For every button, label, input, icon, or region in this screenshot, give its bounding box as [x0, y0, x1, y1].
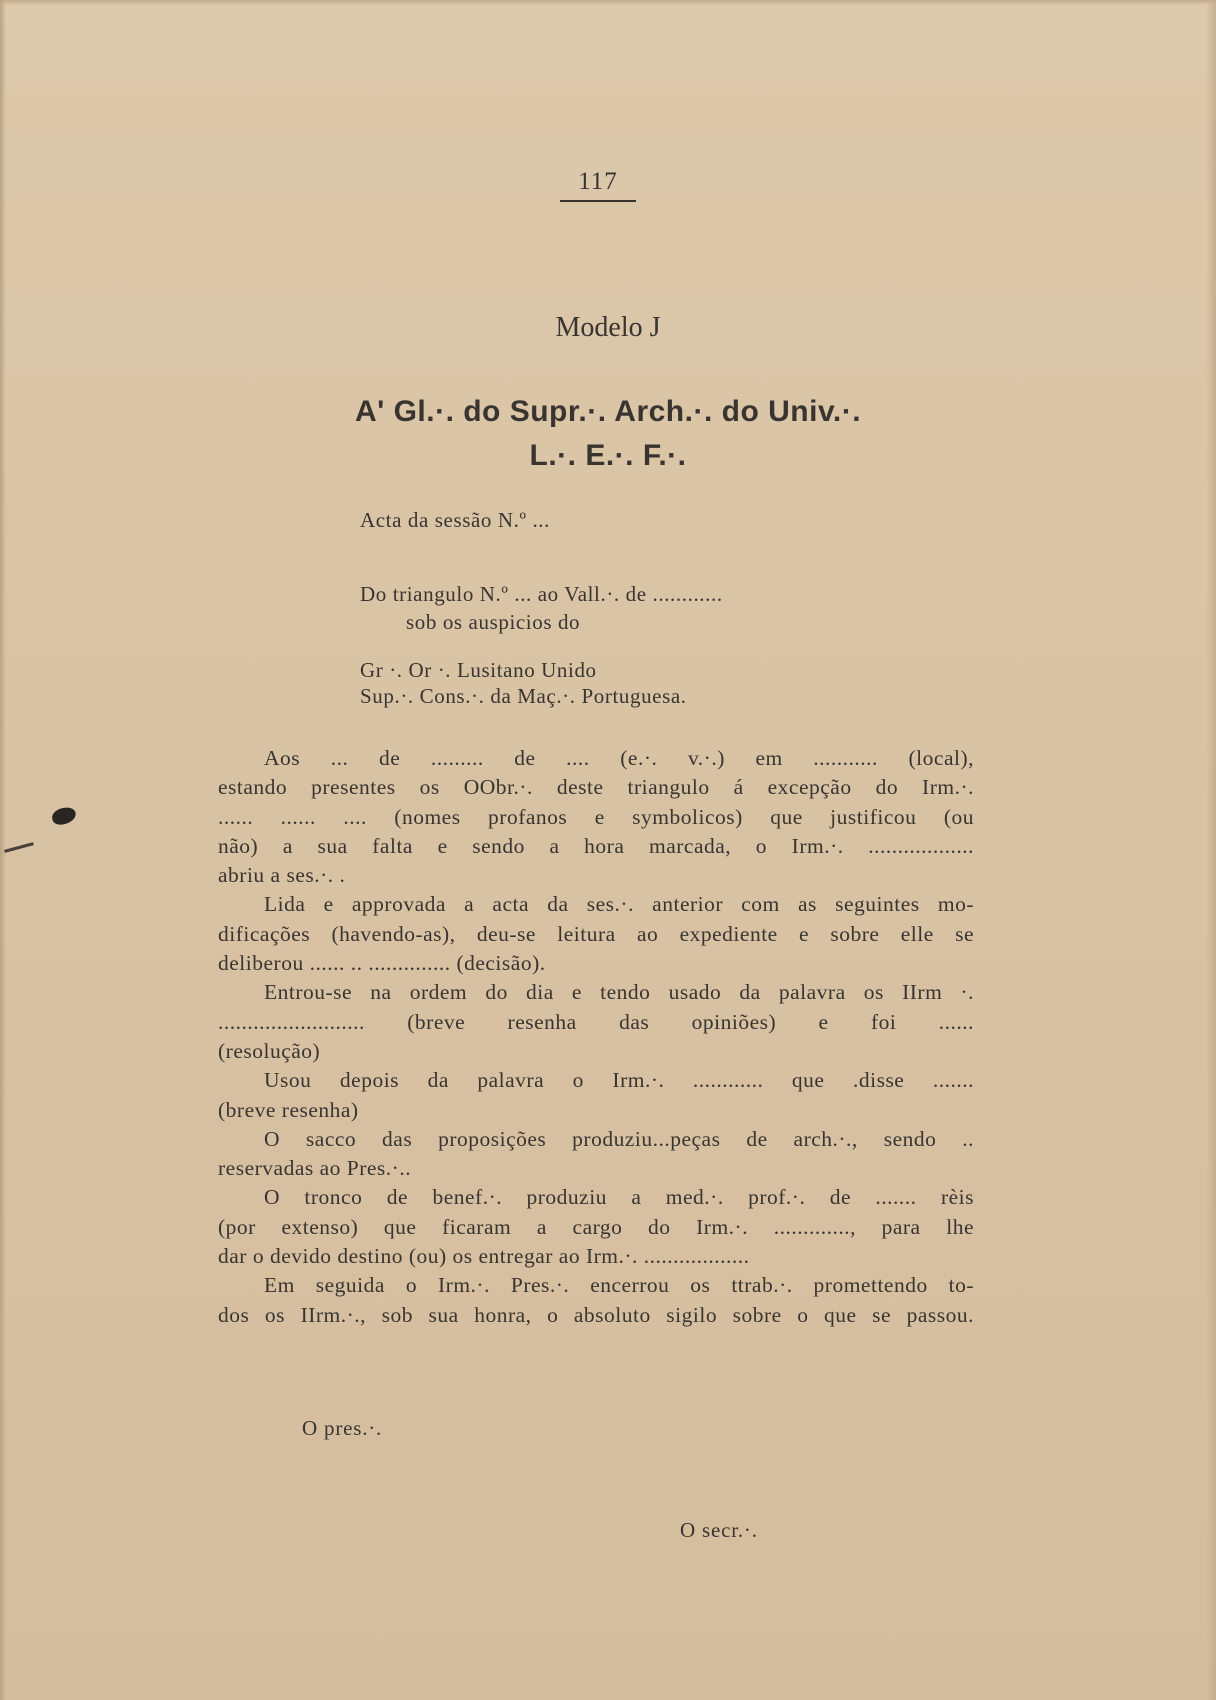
auspicios-line: sob os auspicios do: [406, 610, 581, 634]
triangulo-line: Do triangulo N.º ... ao Vall.·. de ............: [360, 582, 723, 606]
paragraph-charity: [218, 1183, 974, 1271]
text-line: ......................... (breve resenha das opiniões) e foi ......: [218, 1009, 974, 1034]
text-line: deliberou ...... .. .............. (decisão).: [218, 951, 546, 976]
ink-tick-mark: [4, 842, 34, 853]
acta-line: Acta da sessão N.º ...: [360, 508, 550, 532]
supremo-conselho-line: Sup.·. Cons.·. da Maç.·. Portuguesa.: [360, 684, 687, 708]
paragraph-closing: [218, 1271, 974, 1330]
text-line: Usou depois da palavra o Irm.·. ............ que .disse .......: [264, 1068, 974, 1093]
paper-edge-right: [1206, 0, 1216, 1700]
model-title: Modelo J: [555, 312, 661, 343]
president-signature: O pres.·.: [302, 1416, 383, 1440]
text-line: ...... ...... .... (nomes profanos e symbolicos) que justificou (ou: [218, 804, 974, 829]
paper-edge-top: [0, 0, 1216, 5]
text-line: dos os IIrm.·., sob sua honra, o absoluto sigilo sobre o que se passou.: [218, 1302, 974, 1327]
text-line: (breve resenha): [218, 1097, 359, 1122]
text-line: O tronco de benef.·. produziu a med.·. prof.·. de ....... rèis: [264, 1185, 974, 1210]
paragraph-previous-minutes: [218, 890, 974, 978]
text-line: dar o devido destino (ou) os entregar ao Irm.·. ..................: [218, 1244, 750, 1269]
minutes-body: [218, 744, 974, 1330]
text-line: Em seguida o Irm.·. Pres.·. encerrou os ttrab.·. promettendo to-: [264, 1273, 974, 1298]
text-line: reservadas ao Pres.·..: [218, 1156, 412, 1181]
text-line: Aos ... de ......... de .... (e.·. v.·.) em ........... (local),: [264, 746, 974, 770]
paragraph-speaker: [218, 1066, 974, 1125]
text-line: não) a sua falta e sendo a hora marcada, o Irm.·. ..................: [218, 833, 974, 858]
text-line: Entrou-se na ordem do dia e tendo usado da palavra os IIrm ·.: [264, 980, 974, 1005]
text-line: dificações (havendo-as), deu-se leitura ao expediente e sobre elle se: [218, 921, 974, 946]
invocation-heading: [0, 390, 1216, 478]
paragraph-order-of-day: [218, 978, 974, 1066]
invocation-line-1: A' Gl.·. do Supr.·. Arch.·. do Univ.·.: [354, 395, 862, 428]
paragraph-opening: [218, 744, 974, 890]
text-line: (por extenso) que ficaram a cargo do Irm.·. ............., para lhe: [218, 1214, 974, 1239]
paragraph-proposals: [218, 1125, 974, 1184]
page-number: 117: [560, 168, 636, 202]
grande-oriente-line: Gr ·. Or ·. Lusitano Unido: [360, 658, 597, 682]
text-line: Lida e approvada a acta da ses.·. anterior com as seguintes mo-: [264, 892, 974, 917]
text-line: abriu a ses.·. .: [218, 863, 346, 888]
secretary-signature: O secr.·.: [680, 1518, 758, 1542]
text-line: O sacco das proposições produziu...peças de arch.·., sendo ..: [264, 1126, 974, 1151]
text-line: estando presentes os OObr.·. deste triangulo á excepção do Irm.·.: [218, 775, 974, 800]
text-line: (resolução): [218, 1038, 321, 1063]
invocation-line-2: L.·. E.·. F.·.: [529, 439, 687, 472]
ink-blot-mark: [51, 806, 78, 827]
